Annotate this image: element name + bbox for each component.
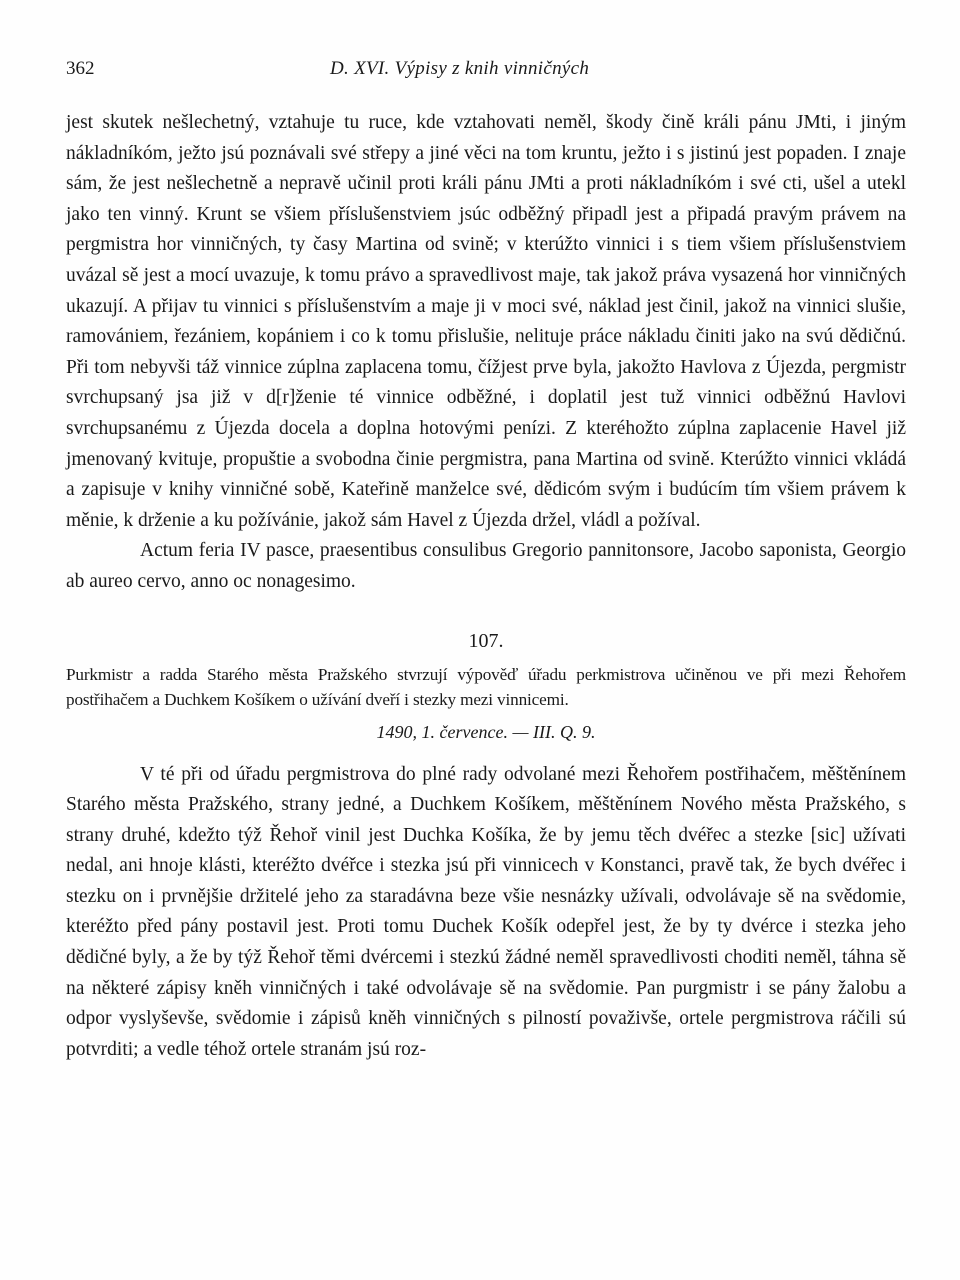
page-number: 362 xyxy=(66,58,95,79)
continued-entry-paragraph: jest skutek nešlechetný, vztahuje tu ruce, kde vztahovati neměl, škody čině králi pánu JMti, i jiným nákladníkóm, ježto jsú poznávali své střepy a jiné věci na tom kruntu, ježto i s jistinú jest popaden. I znaje sám, že jest nešlechetně a nepravě učinil proti králi pánu JMti a proti nákladníkóm i své cti, ušel a utekl jako ten vinný. Krunt se všiem příslušenstviem jsúc odběžný připadl jest a připadá pravým právem na pergmistra hor vinničných, ty časy Martina od svině; v kterúžto vinnici i s tiem všiem příslušenstviem uvázal sě jest a mocí uvazuje, k tomu právo a spravedlivost maje, tak jakož práva vysazená hor vinničných ukazují. A přijav tu vinnici s příslušenstvím a maje ji v moci své, náklad jest činil, jakož na vinnici slušie, ramovániem, řezániem, kopániem i co k tomu přislušie, nelituje práce nákladu činiti jako na svú dědičnú. Při tom nebyvši táž vinnice zúplna zaplacena tomu, čížjest prve byla, jakožto Havlova z Újezda, pergmistr svrchupsaný jsa již v d[r]ženie té vinnice odběžné, i doplatil jest tuž vinnici odběžnú Havlovi svrchupsanému z Újezda docela a doplna hotovými penízi. Z kteréhožto zúplna zaplacenie Havel již jmenovaný kvituje, propuštie a svobodna činie pergmistra, pana Martina od svině. Kterúžto vinnici vkládá a zapisuje v knihy vinničné sobě, Kateřině manželce své, dědicóm svým i budúcím tím všiem právem k měnie, k drženie a ku požívánie, jakož sám Havel z Újezda držel, vládl a požíval. xyxy=(66,112,906,531)
running-head xyxy=(66,58,906,88)
running-title: D. XVI. Výpisy z knih vinničných xyxy=(330,58,590,79)
actum-paragraph: Actum feria IV pasce, praesentibus consulibus Gregorio pannitonsore, Jacobo saponista, Georgio ab aureo cervo, anno oc nonagesimo. xyxy=(66,540,906,592)
body-text xyxy=(66,108,906,1065)
entry-number: 107. xyxy=(468,629,504,652)
entry-dateline: 1490, 1. července. — III. Q. 9. xyxy=(376,721,596,742)
entry-text-paragraph: V té při od úřadu pergmistrova do plné rady odvolané mezi Řehořem postřihačem, měštěnínem Starého města Pražského, strany jedné, a Duchkem Košíkem, měštěnínem Nového města Pražského, s strany druhé, kdežto týž Řehoř vinil jest Duchka Košíka, že by jemu těch dvéřec a stezke [sic] užívati nedal, ani hnoje klásti, kteréžto dvéřce i stezka jsú při vinnicech v Konstanci, pravě tak, že bych dvéřec i stezku on i prvnějšie držitelé jeho za staradávna beze všie nesnázky užívali, odvolávaje sě na svědomie, kteréžto před pány postavil jest. Proti tomu Duchek Košík odepřel jest, že by ty dvérce i stezka jeho dědičné byly, a že by týž Řehoř těmi dvércemi i stezkú žádné neměl spravedlivosti choditi neměl, táhna sě na některé zápisy kněh vinničných i také odvolávaje sě na svědomie. Pan purgmistr i se pány žalobu a odpor vyslyševše, svědomie i zápisů kněh vinničných s pilností považivše, ortele pergmistrova ráčili sú potvrditi; a vedle téhož ortele stranám jsú roz- xyxy=(66,763,906,1060)
entry-regest: Purkmistr a radda Starého města Pražského stvrzují výpověď úřadu perkmistrova učiněnou ve při mezi Řehořem postřihačem a Duchkem Košíkem o užívání dveří i stezky mezi vinnicemi. xyxy=(66,664,906,709)
